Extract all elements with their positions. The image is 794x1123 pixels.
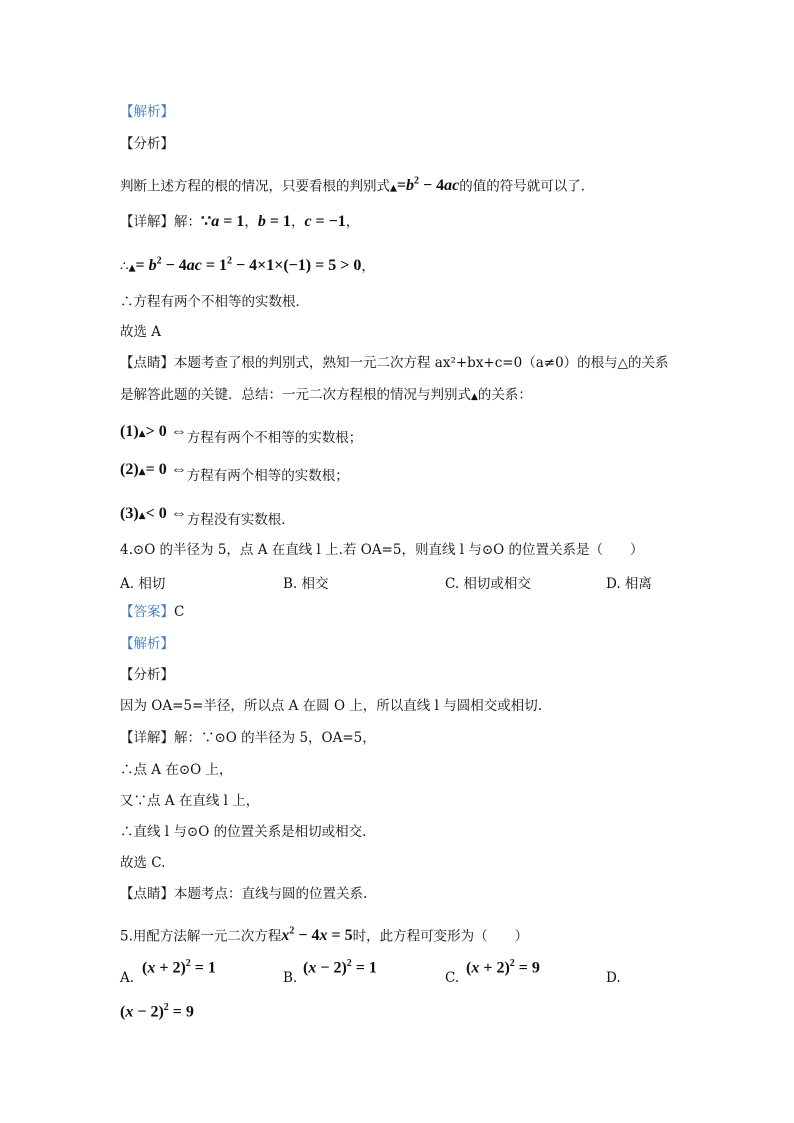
q5-option-d-math: $(x - 2)^2 = 9$	[120, 1002, 194, 1021]
question-4: 4.⊙O 的半径为 5，点 A 在直线 l 上.若 OA=5，则直线 l 与⊙O 的位置关系是（ ）	[120, 542, 644, 558]
dianjing-line-2: 是解答此题的关键．总结：一元二次方程根的情况与判别式▲的关系：	[120, 387, 532, 403]
answer-4: 【答案】C	[120, 604, 185, 620]
dianjing-4: 【点睛】本题考点：直线与圆的位置关系.	[120, 886, 368, 902]
choose-answer-c: 故选 C.	[120, 855, 166, 871]
q5-option-c-label: C.	[445, 970, 460, 986]
case-3: (3)▲< 0 ⇔方程没有实数根．	[120, 505, 295, 528]
dianjing-line-1: 【点睛】本题考查了根的判别式，熟知一元二次方程 ax²+bx+c=0（a≠0）的根与△的关系	[120, 355, 669, 371]
q5-option-b-label: B.	[283, 970, 298, 986]
q5-option-a-label: A.	[120, 970, 135, 986]
case-1: (1)▲> 0 ⇔方程有两个不相等的实数根；	[120, 423, 363, 446]
xiangjie-4-line-4: ∴直线 l 与⊙O 的位置关系是相切或相交.	[120, 824, 367, 840]
section-jiexi-heading: 【解析】	[120, 104, 174, 120]
q5-option-d-label: D.	[606, 970, 621, 986]
xiangjie-4-line-1: 【详解】解：∵⊙O 的半径为 5，OA=5，	[120, 730, 376, 746]
q4-option-a: A. 相切	[120, 576, 166, 592]
xiangjie-4-line-3: 又∵点 A 在直线 l 上，	[120, 793, 260, 809]
q5-option-b-math: $(x - 2)^2 = 1$	[303, 958, 377, 977]
q4-option-c: C. 相切或相交	[445, 576, 531, 592]
section-fenxi-heading: 【分析】	[120, 136, 174, 152]
xiangjie-4-line-2: ∴点 A 在⊙O 上，	[120, 762, 233, 778]
section-fenxi-heading-4: 【分析】	[120, 667, 174, 683]
delta-calculation: ∴▲= $b^2 - 4ac = 1^2 - 4\times 1\times(-1) = 5 > 0$，	[120, 256, 375, 275]
question-5: 5.用配方法解一元二次方程$x^2 - 4x = 5$时，此方程可变形为（ ）	[120, 926, 529, 945]
xiangjie-line: 【详解】解：∵a = 1，b = 1，c = −1，	[120, 213, 360, 230]
section-jiexi-heading-4: 【解析】	[120, 636, 174, 652]
fenxi-text: 判断上述方程的根的情况，只要看根的判别式$▲=b^2 - 4ac$的值的符号就可以了．	[120, 176, 595, 195]
fenxi-4-text: 因为 OA=5=半径，所以点 A 在圆 O 上，所以直线 l 与圆相交或相切.	[120, 698, 542, 714]
q5-option-c-math: $(x + 2)^2 = 9$	[466, 958, 540, 977]
q5-option-a-math: $(x + 2)^2 = 1$	[142, 958, 216, 977]
case-2: (2)▲= 0 ⇔方程有两个相等的实数根；	[120, 461, 349, 484]
q4-option-b: B. 相交	[283, 576, 329, 592]
q4-option-d: D. 相离	[606, 576, 652, 592]
roots-conclusion: ∴方程有两个不相等的实数根．	[120, 294, 309, 310]
choose-answer-a: 故选 A	[120, 324, 162, 340]
